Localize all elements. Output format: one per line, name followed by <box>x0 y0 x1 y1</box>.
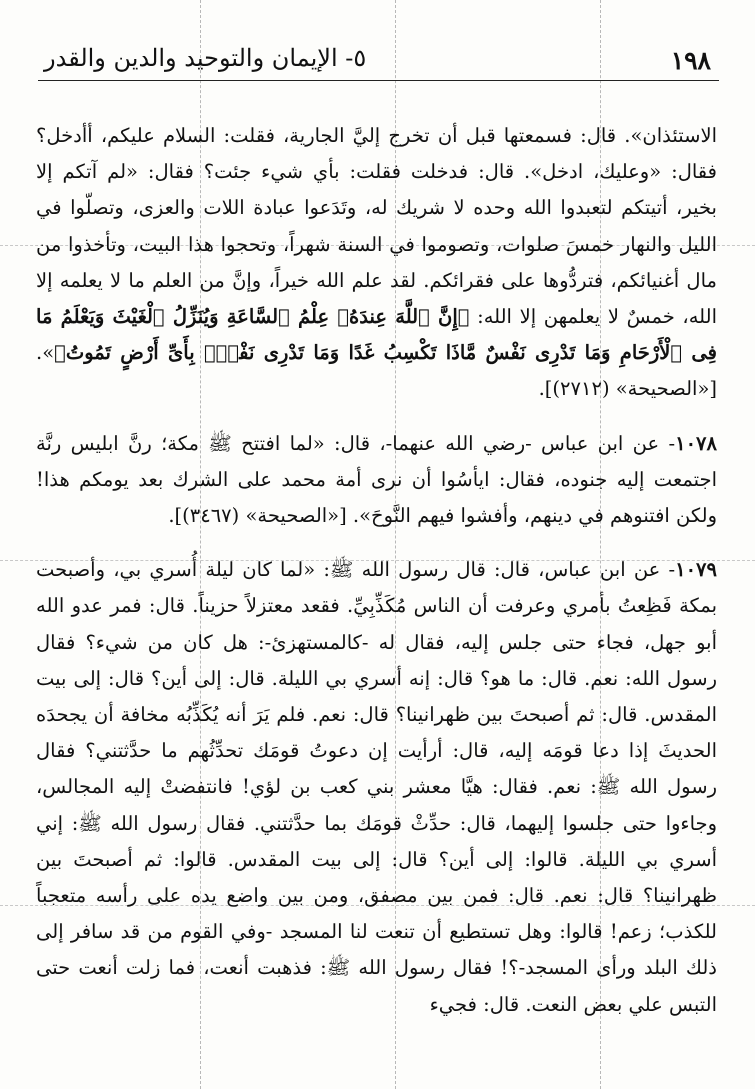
hadith-reference: ». [«الصحيحة» (٢٧١٢)]. <box>36 341 717 401</box>
hadith-number: ١٠٧٨ <box>675 431 717 455</box>
page-number: ١٩٨ <box>670 46 711 75</box>
quran-verse: ﴿إِنَّ ٱللَّهَ عِندَهُۥ عِلْمُ ٱلسَّاعَةِ وَيُنَزِّلُ ٱلْغَيْثَ وَيَعْلَمُ مَا فِى ٱلْأَرْحَامِ وَمَا تَدْرِى نَفْسٌ مَّاذَا تَكْسِبُ غَدًا وَمَا تَدْرِى نَفْسٌۢ بِأَىِّ أَرْضٍ تَمُوتُ﴾ <box>36 305 717 365</box>
hadith-1079 <box>36 552 717 1023</box>
hadith-continuation <box>36 118 717 408</box>
hadith-number: ١٠٧٩ <box>675 558 717 582</box>
hadith-text: - عن ابن عباس -رضي الله عنهما-، قال: «لما افتتح ﷺ مكة؛ رنَّ ابليس رنَّة اجتمعت إليه جنوده، فقال: ايأسُوا أن نرى أمة محمد على الشرك بعد يومكم هذا! ولكن افتنوهم في دينهم، وأفشوا فيهم النَّوحَ». [«الصحيحة» (٣٤٦٧)]. <box>36 431 717 528</box>
hadith-text: الاستئذان». قال: فسمعتها قبل أن تخرج إليَّ الجارية، فقلت: السلام عليكم، أأدخل؟ فقال: «وعليك، ادخل». قال: فدخلت فقلت: بأي شيء جئت؟ فقال: «لم آتكم إلا بخير، أتيتكم لتعبدوا الله وحده لا شريك له، وتَدَعوا عبادة اللات والعزى، وتصلّوا في الليل والنهار خمسَ صلوات، وتصوموا في السنة شهراً، وتحجوا هذا البيت، وتأخذوا من مال أغنيائكم، فتردُّوها على فقرائكم. لقد علم الله خيراً، وإنَّ من العلم ما لا يعلمه إلا الله، خمسٌ لا يعلمهن إلا الله: <box>36 124 717 329</box>
page-body <box>36 118 717 1023</box>
chapter-title: ٥- الإيمان والتوحيد والدين والقدر <box>44 44 367 72</box>
hadith-text: - عن ابن عباس، قال: قال رسول الله ﷺ: «لما كان ليلة أُسري بي، وأصبحت بمكة فَظِعتُ بأمري وعرفت أن الناس مُكَذِّبِيِّ. فقعد معتزلاً حزيناً. قال: فمر عدو الله أبو جهل، فجاء حتى جلس إليه، فقال له -كالمستهزئ-: هل كان من شيء؟ فقال رسول الله: نعم. قال: ما هو؟ قال: إنه أسري بي الليلة. قال: إلى أين؟ قال: إلى بيت المقدس. قال: ثم أصبحتَ بين ظهرانينا؟ قال: نعم. فلم يَرَ أنه يُكَذِّبُه مخافة أن يجحدَه الحديثَ إذا دعا قومَه إليه، قال: أرأيت إن دعوتُ قومَك تحدِّثُهم ما حدَّثتني؟ فقال رسول الله ﷺ: نعم. فقال: هيَّا معشر بني كعب بن لؤي! فانتفضتْ إليه المجالس، وجاءوا حتى جلسوا إليهما، قال: حدِّثْ قومَك بما حدَّثتني. فقال رسول الله ﷺ: إني أسري بي الليلة. قالوا: إلى أين؟ قال: إلى بيت المقدس. قالوا: ثم أصبحتَ بين ظهرانينا؟ قال: نعم. قال: فمن بين مصفق، ومن بين واضع يده على رأسه متعجباً للكذب؛ زعم! قالوا: وهل تستطيع أن تنعت لنا المسجد -وفي القوم من قد سافر إلى ذلك البلد ورأى المسجد-؟! فقال رسول الله ﷺ: فذهبت أنعت، فما زلت أنعت حتى التبس علي بعض النعت. قال: فجيء <box>36 558 717 1016</box>
hadith-1078 <box>36 426 717 535</box>
running-header <box>38 40 719 81</box>
